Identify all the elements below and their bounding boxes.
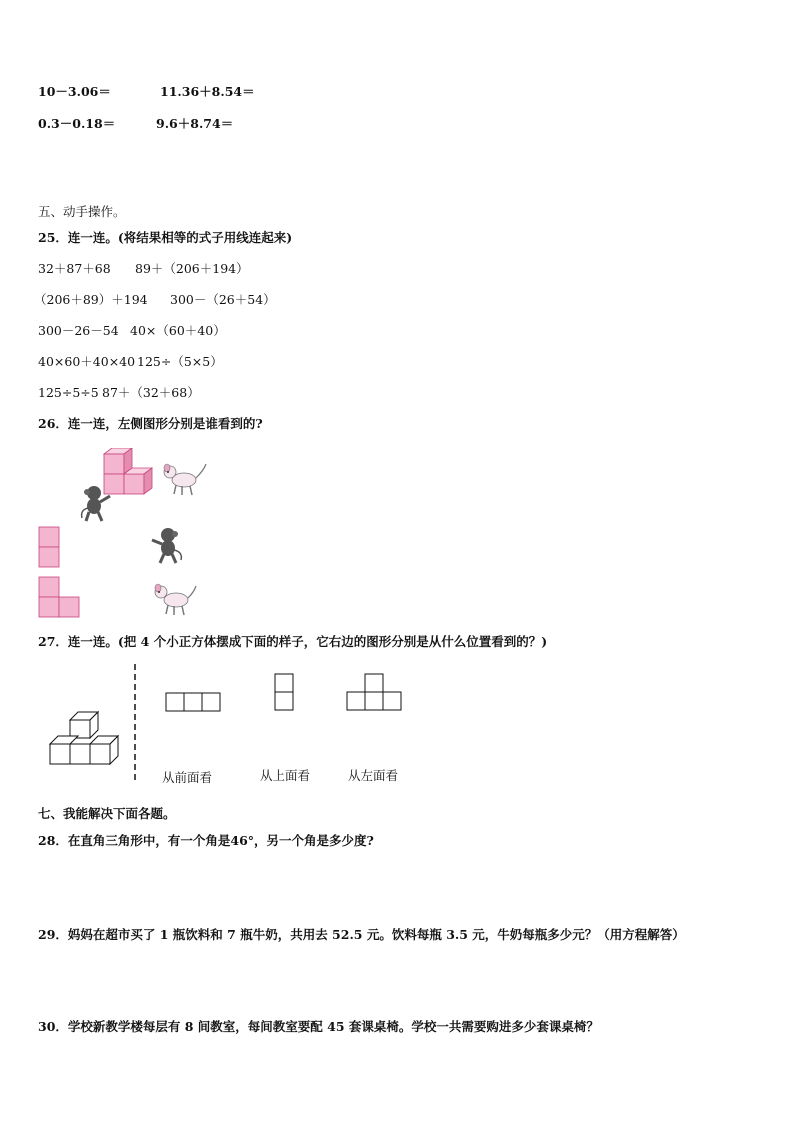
- q28-text: 28．在直角三角形中，有一个角是46°，另一个角是多少度?: [38, 833, 374, 848]
- q25-right-4: 125÷（5×5）: [137, 354, 223, 369]
- monkey-icon: [78, 484, 114, 522]
- q25-right-2: 300－（26＋54）: [170, 292, 276, 307]
- q25-title: 25．连一连。(将结果相等的式子用线连起来): [38, 230, 293, 245]
- q26-view-vertical-two: [38, 526, 62, 570]
- q25-left-2: （206＋89）＋194: [34, 292, 148, 307]
- q26-title: 26．连一连，左侧图形分别是谁看到的?: [38, 416, 263, 431]
- q25-left-5: 125÷5÷5: [38, 385, 99, 400]
- dog-icon: [160, 460, 208, 498]
- q27-view-row-three: [165, 692, 223, 714]
- monkey-icon: [150, 526, 186, 564]
- q26-view-l-shape: [38, 576, 84, 620]
- q27-label-top: 从上面看: [260, 768, 311, 783]
- q27-label-left: 从左面看: [348, 768, 399, 783]
- q25-left-3: 300－26－54: [38, 323, 119, 338]
- q27-label-front: 从前面看: [162, 770, 213, 785]
- calc-expr-1a: 10－3.06＝: [38, 84, 111, 99]
- q27-view-t-shape: [346, 673, 404, 713]
- calc-expr-2b: 9.6＋8.74＝: [156, 116, 234, 131]
- section-7-title: 七、我能解决下面各题。: [38, 806, 176, 821]
- q27-view-column-two: [274, 673, 296, 713]
- calc-expr-2a: 0.3－0.18＝: [38, 116, 116, 131]
- calc-expr-1b: 11.36＋8.54＝: [160, 84, 255, 99]
- dog-icon: [150, 580, 198, 618]
- q25-right-1: 89＋（206＋194）: [135, 261, 249, 276]
- q29-text: 29．妈妈在超市买了 1 瓶饮料和 7 瓶牛奶，共用去 52.5 元。饮料每瓶 3.5 元，牛奶每瓶多少元？（用方程解答）: [38, 927, 685, 942]
- q25-left-1: 32＋87＋68: [38, 261, 111, 276]
- dashed-divider: [132, 664, 138, 784]
- q25-right-3: 40×（60＋40）: [130, 323, 226, 338]
- q25-left-4: 40×60＋40×40: [38, 354, 136, 369]
- q27-title: 27．连一连。(把 4 个小正方体摆成下面的样子，它右边的图形分别是从什么位置看到的？): [38, 634, 548, 649]
- q25-right-5: 87＋（32＋68）: [102, 385, 200, 400]
- q30-text: 30．学校新教学楼每层有 8 间教室，每间教室要配 45 套课桌椅。学校一共需要购进多少套课桌椅？: [38, 1019, 599, 1034]
- section-5-title: 五、动手操作。: [38, 204, 126, 219]
- q27-cube-arrangement: [44, 710, 126, 770]
